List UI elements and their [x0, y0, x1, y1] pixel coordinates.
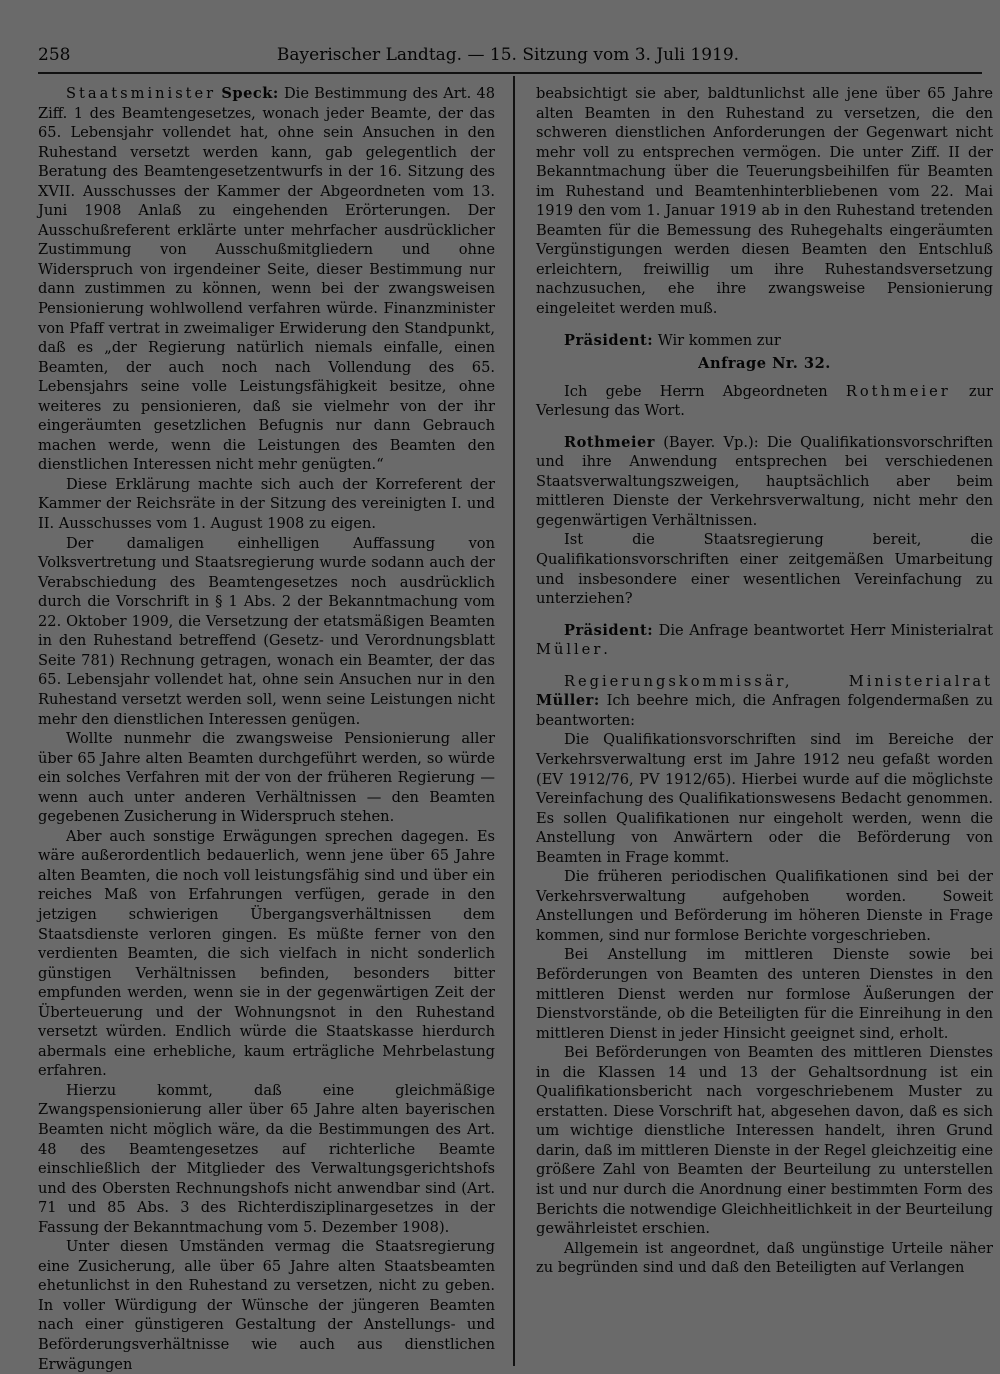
speaker-role: Regierungskommissär, Ministerialrat [564, 672, 993, 690]
paragraph: Die früheren periodischen Qualifikationen sind bei der Verkehrsverwaltung aufgehoben worden. Soweit Anstellungen und Beförderung im höheren Dienste in Frage kommen, sind nur formlose Berichte vorgeschrieben. [536, 868, 993, 944]
left-column [38, 84, 495, 1374]
paragraph: Bei Beförderungen von Beamten des mittleren Dienstes in die Klassen 14 und 13 der Gehaltsordnung ist ein Qualifikationsbericht nach vorgeschriebenem Muster zu erstatten. Diese Vorschrift hat, abgesehen davon, daß es sich um wichtige dienstliche Interessen handelt, ihren Grund darin, daß im mittleren Dienste in der Regel gleichzeitig eine größere Zahl von Beamten der Beurteilung zu unterstellen ist und nur durch die Anordnung einer bestimmten Form des Berichts die notwendige Gleichheitlichkeit in der Beurteilung gewährleistet erschien. [536, 1044, 993, 1238]
paragraph: Bei Anstellung im mittleren Dienste sowie bei Beförderungen von Beamten des unteren Dienstes in den mittleren Dienst werden nur formlose Äußerungen der Dienstvorstände, ob die Beteiligten für die Einreihung in den mittleren Dienst in jeder Hinsicht geeignet sind, erholt. [536, 946, 993, 1042]
header-rule [38, 72, 982, 74]
speech-text: Die Anfrage beantwortet Herr Ministerialrat [658, 621, 994, 639]
page-header [38, 40, 978, 70]
speech-paragraph [536, 621, 993, 660]
spacer [536, 421, 993, 433]
paragraph: Wollte nunmehr die zwangsweise Pensionierung aller über 65 Jahre alten Beamten durchgeführt werden, so würde ein solches Verfahren mit der von der früheren Regierung — wenn auch unter anderen Verhältnissen — den Beamten gegebenen Zusicherung in Widerspruch stehen. [38, 730, 495, 826]
right-column [536, 84, 993, 1278]
speaker-name: Rothmeier [564, 433, 655, 451]
speaker-role: Staatsminister [66, 85, 217, 102]
speech-text: . [603, 641, 608, 659]
speech-text: Die Bestimmung des Art. 48 Ziff. 1 des Beamtengesetzes, wonach jeder Beamte, der das 65. Lebensjahr vollendet hat, ohne sein Ansuchen in den Ruhestand versetzt werden kann, gab gelegentlich der Beratung des Beamtengesetzentwurfs in der 16. Sitzung des XVII. Ausschusses der Kammer der Abgeordneten vom 13. Juni 1908 Anlaß zu eingehenden Erörterungen. Der Ausschußreferent erklärte unter mehrfacher ausdrücklicher Zustimmung von Ausschußmitgliedern und ohne Widerspruch von irgendeiner Seite, dieser Bestimmung nur dann zustimmen zu können, wenn bei der zwangsweisen Pensionierung wohlwollend verfahren würde. Finanzminister von Pfaff vertrat in zweimaliger Erwiderung den Standpunkt, daß es „der Regierung natürlich niemals einfalle, einen Beamten, der auch noch nach Vollendung des 65. Lebensjahrs seine volle Leistungsfähigkeit besitze, ohne weiteres zu pensionieren, daß sie vielmehr von der ihr eingeräumten gesetzlichen Befugnis nur dann Gebrauch machen werde, wenn die Leistungen des Beamten den dienstlichen Interessen nicht mehr genügten.“ [38, 85, 496, 474]
speech-text: Wir kommen zur [657, 331, 781, 349]
paragraph: Hierzu kommt, daß eine gleichmäßige Zwangspensionierung aller über 65 Jahre alten bayerischen Beamten nicht möglich wäre, da die Bestimmungen des Art. 48 des Beamtengesetzes auf richterliche Beamte einschließlich der Mitglieder des Verwaltungsgerichtshofs und des Obersten Rechnungshofs nicht anwendbar sind (Art. 71 und 85 Abs. 3 des Richterdisziplinargesetzes in der Fassung der Bekanntmachung vom 5. Dezember 1908). [38, 1081, 495, 1236]
speaker-name-spaced: Müller [536, 641, 604, 659]
paragraph: Aber auch sonstige Erwägungen sprechen dagegen. Es wäre außerordentlich bedauerlich, wenn jene über 65 Jahre alten Beamten, die noch voll leistungsfähig sind und über ein reiches Maß von Erfahrungen verfügen, gerade in den jetzigen schwierigen Übergangsverhältnissen dem Staatsdienste verloren gingen. Es müßte ferner von den verdienten Beamten, die sich vielfach in nicht sonderlich günstigen Verhältnissen befinden, besonders bitter empfunden werden, wenn sie in der gegenwärtigen Zeit der Überteuerung und der Wohnungsnot in den Ruhestand versetzt würden. Endlich würde die Staatskasse hierdurch abermals eine erhebliche, kaum erträgliche Mehrbelastung erfahren. [38, 827, 495, 1080]
paragraph: Ist die Staatsregierung bereit, die Qualifikationsvorschriften einer zeitgemäßen Umarbeitung und insbesondere einer wesentlichen Vereinfachung zu unterziehen? [536, 531, 993, 608]
text: zur Verlesung das Wort. [536, 382, 993, 420]
speech-paragraph [536, 672, 993, 731]
speaker-name: Präsident: [564, 331, 654, 349]
speech-paragraph [536, 331, 993, 351]
paragraph [536, 382, 993, 421]
speaker-name-spaced: Rothmeier [845, 382, 951, 400]
text: Ich gebe Herrn Abgeordneten [564, 382, 846, 400]
speech-text: (Bayer. Vp.): Die Qualifikationsvorschriften und ihre Anwendung entsprechen bei verschiedenen Staatsverwaltungszweigen, hauptsächlich aber beim mittleren Dienste der Verkehrsverwaltung, nicht mehr den gegenwärtigen Verhältnissen. [536, 433, 993, 529]
speech-paragraph [38, 84, 495, 475]
speaker-name: Speck: [221, 85, 279, 102]
speaker-name: Präsident: [564, 621, 654, 639]
paragraph: Unter diesen Umständen vermag die Staatsregierung eine Zusicherung, alle über 65 Jahre alten Staatsbeamten ehetunlichst in den Ruhestand zu versetzen, nicht zu geben. In voller Würdigung der Wünsche der jüngeren Beamten nach einer günstigeren Gestaltung der Anstellungs- und Beförderungsverhältnisse wie auch aus dienstlichen Erwägungen [38, 1238, 495, 1373]
section-heading: Anfrage Nr. 32. [698, 355, 831, 373]
paragraph: Die Qualifikationsvorschriften sind im Bereiche der Verkehrsverwaltung erst im Jahre 1912 neu gefaßt worden (EV 1912/76, PV 1912/65). Hierbei wurde auf die möglichste Vereinfachung des Qualifikationswesens Bedacht genommen. Es sollen Qualifikationen nur eingeholt werden, wenn die Anstellung von Anwärtern oder die Beförderung von Beamten in Frage kommt. [536, 731, 993, 866]
paragraph: Der damaligen einhelligen Auffassung von Volksvertretung und Staatsregierung wurde sodann auch der Verabschiedung des Beamtengesetzes noch ausdrücklich durch die Vorschrift in § 1 Abs. 2 der Bekanntmachung vom 22. Oktober 1909, die Versetzung der etatsmäßigen Beamten in den Ruhestand betreffend (Gesetz- und Verordnungsblatt Seite 781) Rechnung getragen, wonach ein Beamter, der das 65. Lebensjahr vollendet hat, ohne sein Ansuchen nur in den Ruhestand versetzt werden soll, wenn seine Leistungen nicht mehr den dienstlichen Interessen genügen. [38, 534, 495, 728]
speaker-name: Müller: [536, 692, 600, 710]
speech-paragraph [536, 433, 993, 531]
spacer [536, 319, 993, 331]
paragraph: beabsichtigt sie aber, baldtunlichst alle jene über 65 Jahre alten Beamten in den Ruhestand zu versetzen, die den schweren dienstlichen Anforderungen der Gegenwart nicht mehr voll zu entsprechen vermögen. Die unter Ziff. II der Bekanntmachung über die Teuerungsbeihilfen für Beamten im Ruhestand und Beamtenhinterbliebenen vom 22. Mai 1919 den vom 1. Januar 1919 ab in den Ruhestand tretenden Beamten für die Bemessung des Ruhegehalts eingeräumten Vergünstigungen werden diesen Beamten den Entschluß erleichtern, freiwillig um ihre Ruhestandsversetzung nachzusuchen, ehe ihre zwangsweise Pensionierung eingeleitet werden muß. [536, 85, 993, 318]
paragraph: Diese Erklärung machte sich auch der Korreferent der Kammer der Reichsräte in der Sitzung des vereinigten I. und II. Ausschusses vom 1. August 1908 zu eigen. [38, 475, 495, 533]
column-divider [513, 76, 515, 1366]
running-title: Bayerischer Landtag. — 15. Sitzung vom 3. Juli 1919. [276, 45, 740, 65]
spacer [536, 609, 993, 621]
spacer [536, 660, 993, 672]
paragraph: Allgemein ist angeordnet, daß ungünstige Urteile näher zu begründen sind und daß den Beteiligten auf Verlangen [536, 1239, 993, 1277]
page-number: 258 [38, 45, 71, 65]
speech-text: Ich beehre mich, die Anfragen folgendermaßen zu beantworten: [536, 692, 994, 729]
